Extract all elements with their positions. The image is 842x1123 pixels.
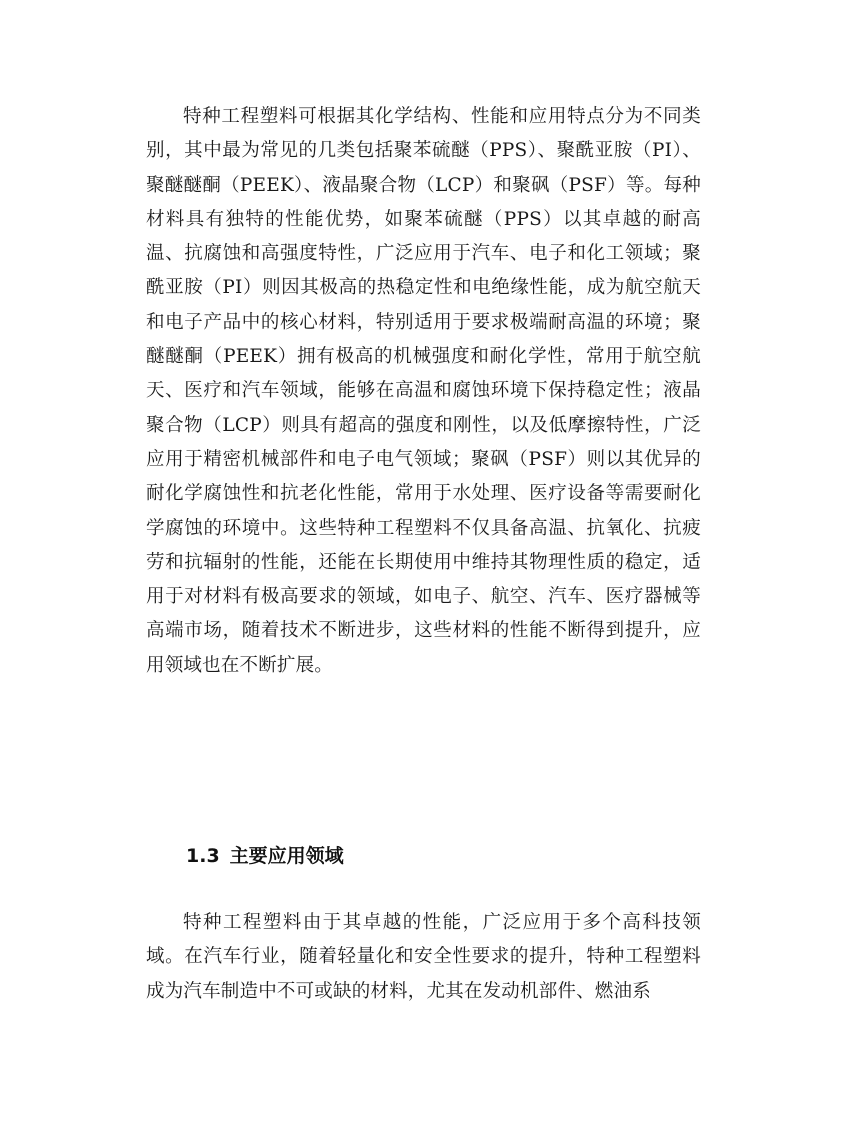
body-paragraph-applications: 特种工程塑料由于其卓越的性能，广泛应用于多个高科技领域。在汽车行业，随着轻量化和安全性要求的提升，特种工程塑料成为汽车制造中不可或缺的材料，尤其在发动机部件、燃油系	[146, 912, 701, 1002]
section-heading	[186, 842, 344, 870]
body-paragraph-classification: 特种工程塑料可根据其化学结构、性能和应用特点分为不同类别，其中最为常见的几类包括聚苯硫醚（PPS）、聚酰亚胺（PI）、聚醚醚酮（PEEK）、液晶聚合物（LCP）和聚砜（PSF）等。每种材料具有独特的性能优势，如聚苯硫醚（PPS）以其卓越的耐高温、抗腐蚀和高强度特性，广泛应用于汽车、电子和化工领域；聚酰亚胺（PI）则因其极高的热稳定性和电绝缘性能，成为航空航天和电子产品中的核心材料，特别适用于要求极端耐高温的环境；聚醚醚酮（PEEK）拥有极高的机械强度和耐化学性，常用于航空航天、医疗和汽车领域，能够在高温和腐蚀环境下保持稳定性；液晶聚合物（LCP）则具有超高的强度和刚性，以及低摩擦特性，广泛应用于精密机械部件和电子电气领域；聚砜（PSF）则以其优异的耐化学腐蚀性和抗老化性能，常用于水处理、医疗设备等需要耐化学腐蚀的环境中。这些特种工程塑料不仅具备高温、抗氧化、抗疲劳和抗辐射的性能，还能在长期使用中维持其物理性质的稳定，适用于对材料有极高要求的领域，如电子、航空、汽车、医疗器械等高端市场，随着技术不断进步，这些材料的性能不断得到提升，应用领域也在不断扩展。	[146, 106, 701, 676]
section-title: 主要应用领域	[229, 845, 344, 867]
section-number: 1.3	[186, 845, 220, 867]
